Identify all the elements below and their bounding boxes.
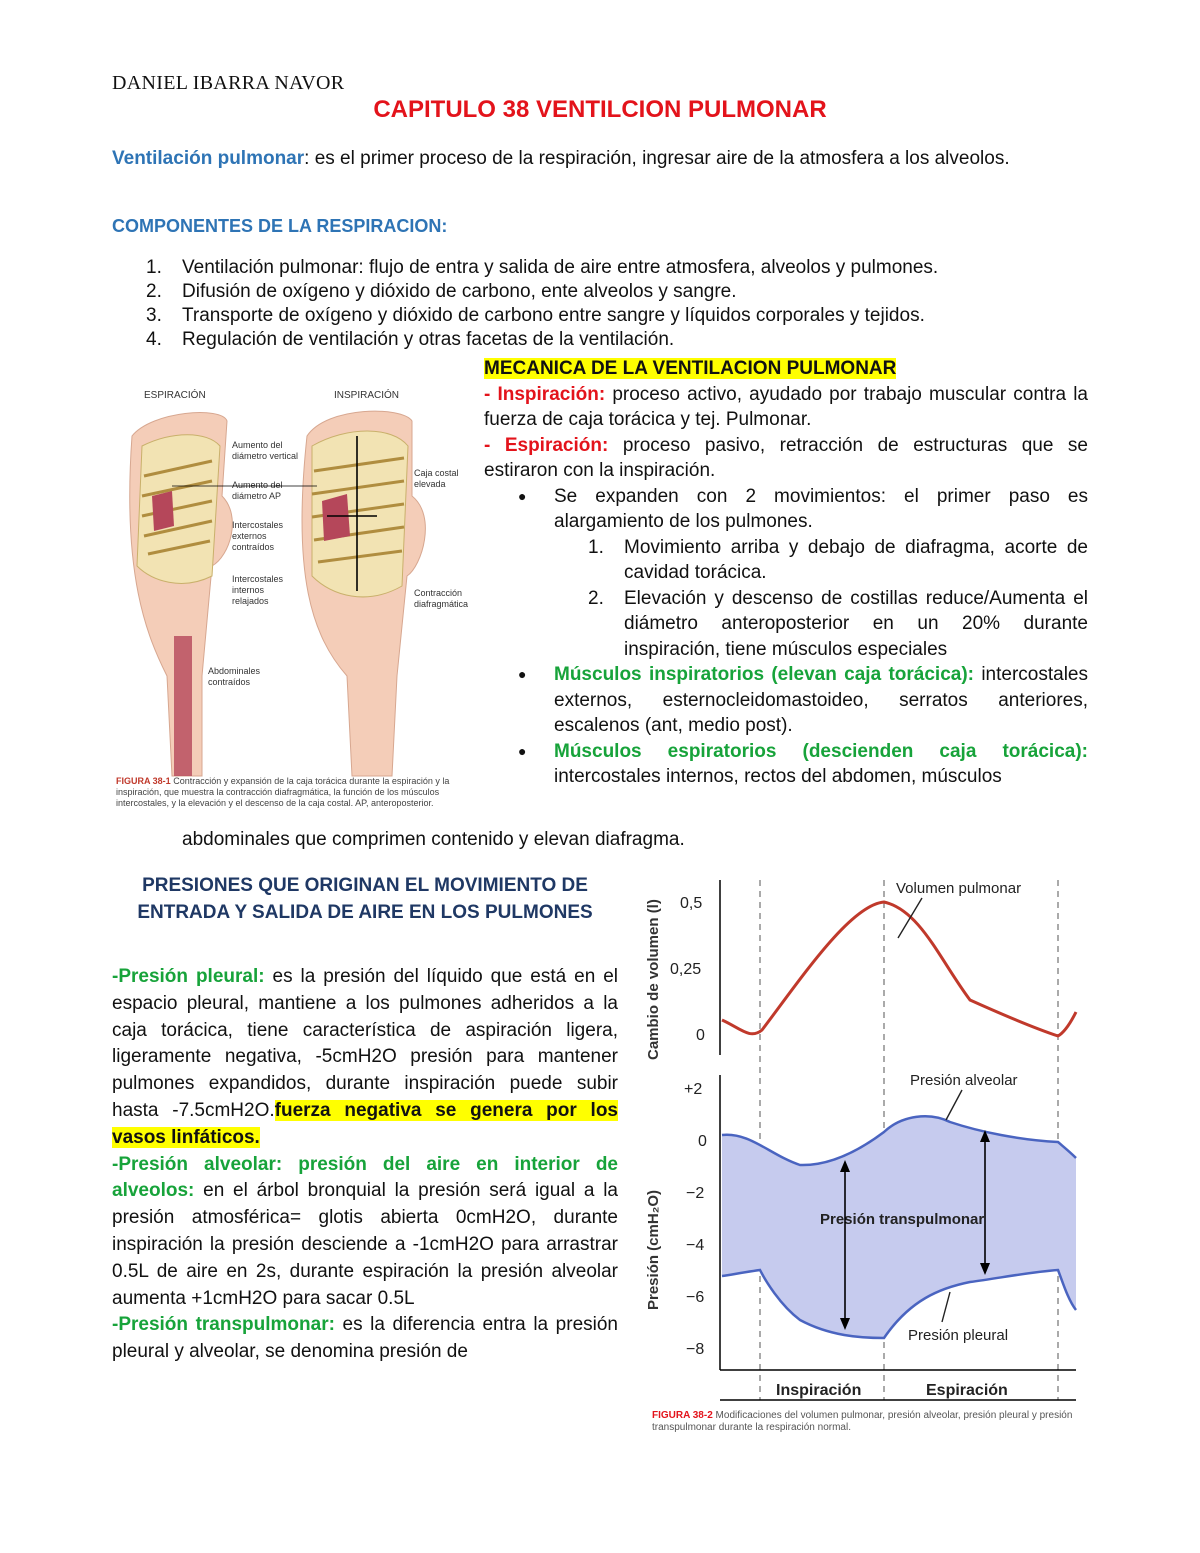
espiracion-text: proceso pasivo, retracción de estructuras que se estiraron con la inspiración. xyxy=(484,434,1088,481)
top-tick: 0,25 xyxy=(670,961,702,978)
transpulmonar-term: -Presión transpulmonar: xyxy=(112,1314,335,1336)
pleural-term: -Presión pleural: xyxy=(112,966,265,987)
bottom-tick: −2 xyxy=(686,1185,705,1202)
list-item xyxy=(112,280,938,304)
sub-list-item xyxy=(484,586,1088,663)
list-text: Difusión de oxígeno y dióxido de carbono, ente alveolos y sangre. xyxy=(182,281,737,302)
annot-aumento-vertical-2: diámetro vertical xyxy=(232,451,299,461)
annot-int-3: relajados xyxy=(232,596,269,606)
alveolar-term: -Presión alveolar: presión del aire en interior de alveolos: xyxy=(112,1153,618,1202)
figure1-caption xyxy=(116,776,478,809)
intro-text: : es el primer proceso de la respiración, ingresar aire de la atmosfera a los alveolos. xyxy=(304,148,1010,169)
bullet-term: Músculos espiratorios (descienden caja torácica): xyxy=(554,740,1088,762)
list-number: 2. xyxy=(146,281,162,302)
sub-text: Elevación y descenso de costillas reduce/Aumenta el diámetro anteroposterior en un 20% durante inspiración, tiene músculos especiales xyxy=(624,587,1088,660)
annot-int: Intercostales xyxy=(232,574,284,584)
mechanics-heading: MECANICA DE LA VENTILACION PULMONAR xyxy=(484,358,897,379)
bullet-item xyxy=(484,739,1088,790)
pleural-highlight: fuerza negativa se genera por los vasos linfáticos. xyxy=(112,1099,618,1148)
annot-ext-2: externos xyxy=(232,531,267,541)
intro-paragraph xyxy=(112,146,1088,172)
bottom-tick: −8 xyxy=(686,1341,705,1358)
bottom-tick: +2 xyxy=(684,1081,703,1098)
alveolar-text: en el árbol bronquial la presión será igual a la presión atmosférica= glotis abierta 0cmH2O, durante inspiración la presión desciende a -1cmH2O para arrastrar 0.5L de aire en 2s, durante espiración la presión alveolar aumenta +1cmH2O para sacar 0.5L xyxy=(112,1180,618,1309)
transpulmonar-label: Presión transpulmonar xyxy=(820,1211,985,1228)
figure2-caption-text: Modificaciones del volumen pulmonar, presión alveolar, presión pleural y presión transpulmonar durante la respiración normal. xyxy=(652,1410,1073,1433)
list-number: 1. xyxy=(146,257,162,278)
list-number: 2. xyxy=(588,587,604,609)
list-number: 4. xyxy=(146,329,162,350)
pressures-text xyxy=(112,964,618,1366)
phase-espiracion: Espiración xyxy=(926,1382,1008,1399)
figure2-caption-label: FIGURA 38-2 xyxy=(652,1410,713,1421)
top-ylabel: Cambio de volumen (l) xyxy=(645,899,662,1060)
list-number: 1. xyxy=(588,536,604,558)
list-item xyxy=(112,256,938,280)
top-tick: 0 xyxy=(696,1027,705,1044)
annot-aumento-ap: Aumento del xyxy=(232,480,283,490)
pleural-text: es la presión del líquido que está en el espacio pleural, mantiene a los pulmones adheridos a la caja torácica, tiene característica de aspiración ligera, ligeramente negativa, -5cmH2O presión para mantener pulmones expandidos, durante inspiración puede subir hasta -7.5cmH2O. xyxy=(112,966,619,1121)
bullet-text: Se expanden con 2 movimientos: el primer paso es alargamiento de los pulmones. xyxy=(554,485,1088,532)
bullet-item xyxy=(484,484,1088,535)
left-abdominals xyxy=(174,636,192,776)
list-item xyxy=(112,304,938,328)
annot-caja-costal-2: elevada xyxy=(414,479,446,489)
alveolar-leader xyxy=(946,1090,962,1120)
inspiracion-term: - Inspiración: xyxy=(484,383,606,405)
annot-contraccion-2: diafragmática xyxy=(414,599,469,609)
sub-text: Movimiento arriba y debajo de diafragma, acorte de cavidad torácica. xyxy=(624,536,1088,583)
right-intercostals xyxy=(322,494,350,541)
pressure-volume-figure xyxy=(640,860,1090,1410)
bullet-text: intercostales internos, rectos del abdomen, músculos xyxy=(554,766,1002,787)
label-inspiracion: INSPIRACIÓN xyxy=(334,390,400,401)
alveolar-label: Presión alveolar xyxy=(910,1072,1018,1089)
list-text: Transporte de oxígeno y dióxido de carbono entre sangre y líquidos corporales y tejidos. xyxy=(182,305,925,326)
annot-contraccion: Contracción xyxy=(414,588,463,598)
annot-caja-costal: Caja costal xyxy=(414,468,459,478)
volume-curve xyxy=(722,902,1076,1036)
figure1-caption-text: Contracción y expansión de la caja torácica durante la espiración y la inspiración, que muestra la contracción diafragmática, la función de los músculos intercostales, y la elevación y el descenso de la caja costal. AP, anteroposterior. xyxy=(116,776,450,808)
bullet-item xyxy=(484,662,1088,739)
annot-ext-3: contraídos xyxy=(232,542,275,552)
list-text: Regulación de ventilación y otras facetas de la ventilación. xyxy=(182,329,675,350)
components-list xyxy=(112,256,938,352)
intro-term: Ventilación pulmonar xyxy=(112,148,305,169)
transpulmonar-text: es la diferencia entra la presión pleural y alveolar, se denomina presión de xyxy=(112,1314,618,1363)
bullet-icon: ● xyxy=(518,666,527,682)
figure2-caption xyxy=(652,1410,1092,1434)
figure1-caption-label: FIGURA 38-1 xyxy=(116,776,171,786)
bottom-tick: −6 xyxy=(686,1289,705,1306)
volume-label: Volumen pulmonar xyxy=(896,880,1022,897)
list-number: 3. xyxy=(146,305,162,326)
list-text: Ventilación pulmonar: flujo de entra y salida de aire entre atmosfera, alveolos y pulmones. xyxy=(182,257,939,278)
list-item xyxy=(112,328,938,352)
mechanics-section xyxy=(484,356,1088,790)
annot-abdominales-2: contraídos xyxy=(208,677,251,687)
mechanics-tail: abdominales que comprimen contenido y elevan diafragma. xyxy=(182,829,685,850)
page-title: CAPITULO 38 VENTILCION PULMONAR xyxy=(373,96,827,123)
annot-abdominales: Abdominales xyxy=(208,666,261,676)
espiracion-term: - Espiración: xyxy=(484,434,609,456)
bullet-icon: ● xyxy=(518,742,527,759)
bullet-term: Músculos inspiratorios (elevan caja torácica): xyxy=(554,664,974,685)
thorax-figure xyxy=(112,376,482,826)
bottom-tick: −4 xyxy=(686,1237,705,1254)
volume-leader xyxy=(898,898,922,938)
sub-list-item xyxy=(484,535,1088,586)
left-intercostals xyxy=(152,491,174,531)
bottom-tick: 0 xyxy=(698,1133,707,1150)
inspiracion-text: proceso activo, ayudado por trabajo muscular contra la fuerza de caja torácica y tej. Pulmonar. xyxy=(484,383,1088,430)
annot-int-2: internos xyxy=(232,585,265,595)
components-heading: COMPONENTES DE LA RESPIRACION: xyxy=(112,216,448,236)
pressures-heading: PRESIONES QUE ORIGINAN EL MOVIMIENTO DE ENTRADA Y SALIDA DE AIRE EN LOS PULMONES xyxy=(137,875,593,923)
annot-ext: Intercostales xyxy=(232,520,284,530)
bullet-icon: ● xyxy=(518,487,527,504)
pleural-leader xyxy=(942,1292,950,1322)
pleural-label: Presión pleural xyxy=(908,1327,1009,1344)
author-name: DANIEL IBARRA NAVOR xyxy=(112,72,345,94)
phase-inspiracion: Inspiración xyxy=(776,1382,862,1399)
bullet-text: intercostales externos, esternocleidomastoideo, serratos anteriores, escalenos (ant, medio post). xyxy=(554,664,1088,736)
bottom-ylabel: Presión (cmH₂O) xyxy=(645,1189,662,1310)
top-tick: 0,5 xyxy=(680,895,703,912)
annot-aumento-vertical: Aumento del xyxy=(232,440,283,450)
label-espiracion: ESPIRACIÓN xyxy=(144,390,206,401)
annot-aumento-ap-2: diámetro AP xyxy=(232,491,282,501)
